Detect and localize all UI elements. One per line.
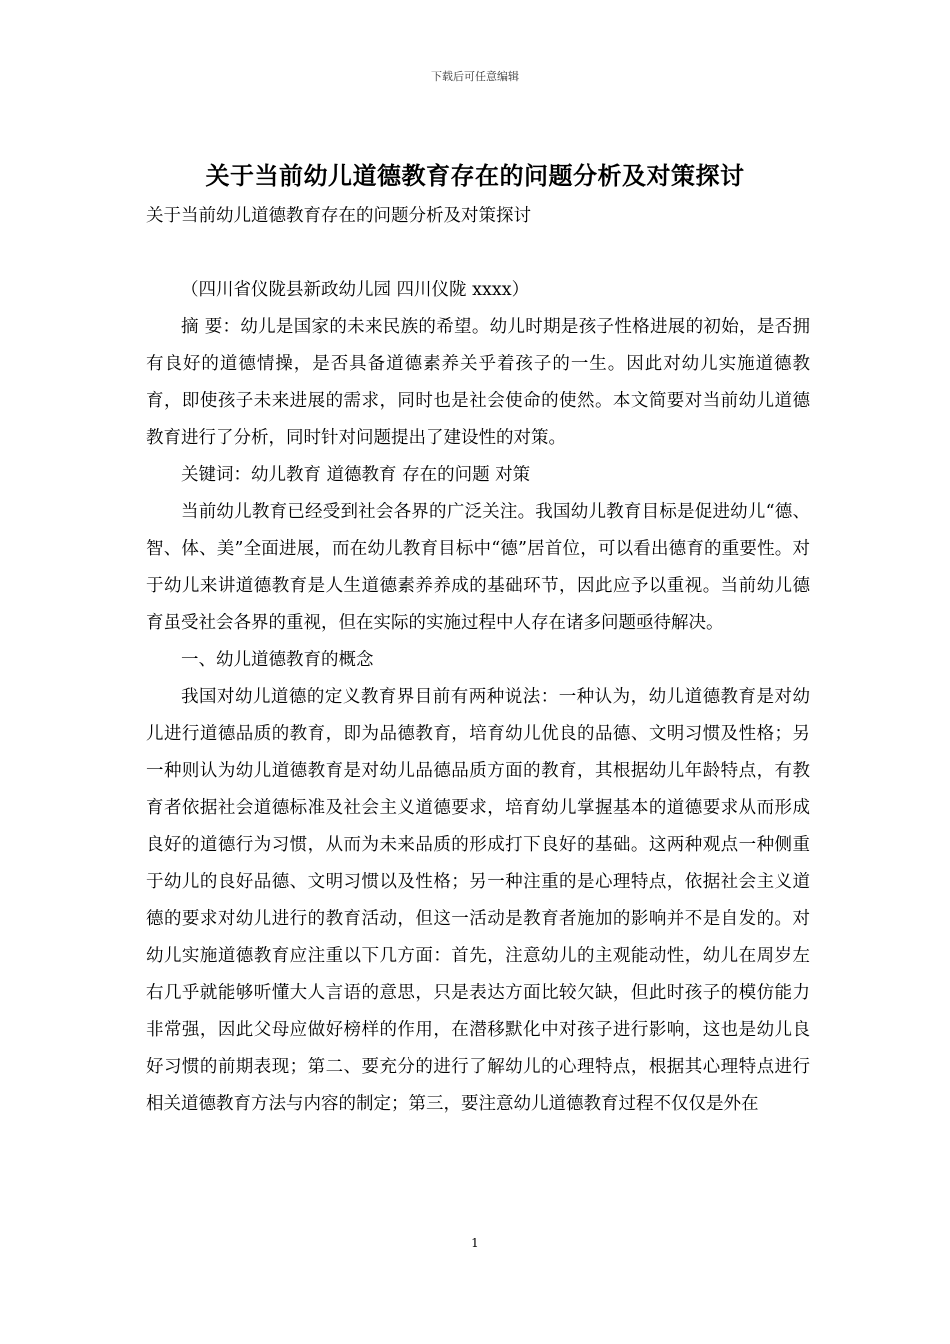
page-header: 下载后可任意编辑 bbox=[431, 70, 519, 83]
section-heading: 一、幼儿道德教育的概念 bbox=[181, 650, 374, 670]
document-body bbox=[146, 272, 810, 1123]
abstract-paragraph: 摘 要：幼儿是国家的未来民族的希望。幼儿时期是孩子性格进展的初始，是否拥有良好的道德情操，是否具备道德素养关乎着孩子的一生。因此对幼儿实施道德教育，即使孩子未来进展的需求，同时也是社会使命的使然。本文简要对当前幼儿道德教育进行了分析，同时针对问题提出了建设性的对策。 bbox=[146, 317, 810, 448]
author-affiliation: （四川省仪陇县新政幼儿园 四川仪陇 xxxx） bbox=[181, 280, 530, 300]
page-number: 1 bbox=[471, 1236, 479, 1250]
document-title: 关于当前幼儿道德教育存在的问题分析及对策探讨 bbox=[205, 161, 745, 190]
intro-paragraph: 当前幼儿教育已经受到社会各界的广泛关注。我国幼儿教育目标是促进幼儿“德、智、体、美”全面进展，而在幼儿教育目标中“德”居首位，可以看出德育的重要性。对于幼儿来讲道德教育是人生道德素养养成的基础环节，因此应予以重视。当前幼儿德育虽受社会各界的重视，但在实际的实施过程中人存在诸多问题亟待解决。 bbox=[146, 502, 810, 633]
body-paragraph: 我国对幼儿道德的定义教育界目前有两种说法：一种认为，幼儿道德教育是对幼儿进行道德品质的教育，即为品德教育，培育幼儿优良的品德、文明习惯及性格；另一种则认为幼儿道德教育是对幼儿品德品质方面的教育，其根据幼儿年龄特点，有教育者依据社会道德标准及社会主义道德要求，培育幼儿掌握基本的道德要求从而形成良好的道德行为习惯，从而为未来品质的形成打下良好的基础。这两种观点一种侧重于幼儿的良好品德、文明习惯以及性格；另一种注重的是心理特点，依据社会主义道德的要求对幼儿进行的教育活动，但这一活动是教育者施加的影响并不是自发的。对幼儿实施道德教育应注重以下几方面：首先，注意幼儿的主观能动性，幼儿在周岁左右几乎就能够听懂大人言语的意思，只是表达方面比较欠缺，但此时孩子的模仿能力非常强，因此父母应做好榜样的作用，在潜移默化中对孩子进行影响，这也是幼儿良好习惯的前期表现；第二、要充分的进行了解幼儿的心理特点，根据其心理特点进行相关道德教育方法与内容的制定；第三，要注意幼儿道德教育过程不仅仅是外在 bbox=[146, 687, 810, 1114]
document-subtitle: 关于当前幼儿道德教育存在的问题分析及对策探讨 bbox=[146, 206, 531, 226]
keywords-paragraph: 关键词：幼儿教育 道德教育 存在的问题 对策 bbox=[181, 465, 531, 485]
